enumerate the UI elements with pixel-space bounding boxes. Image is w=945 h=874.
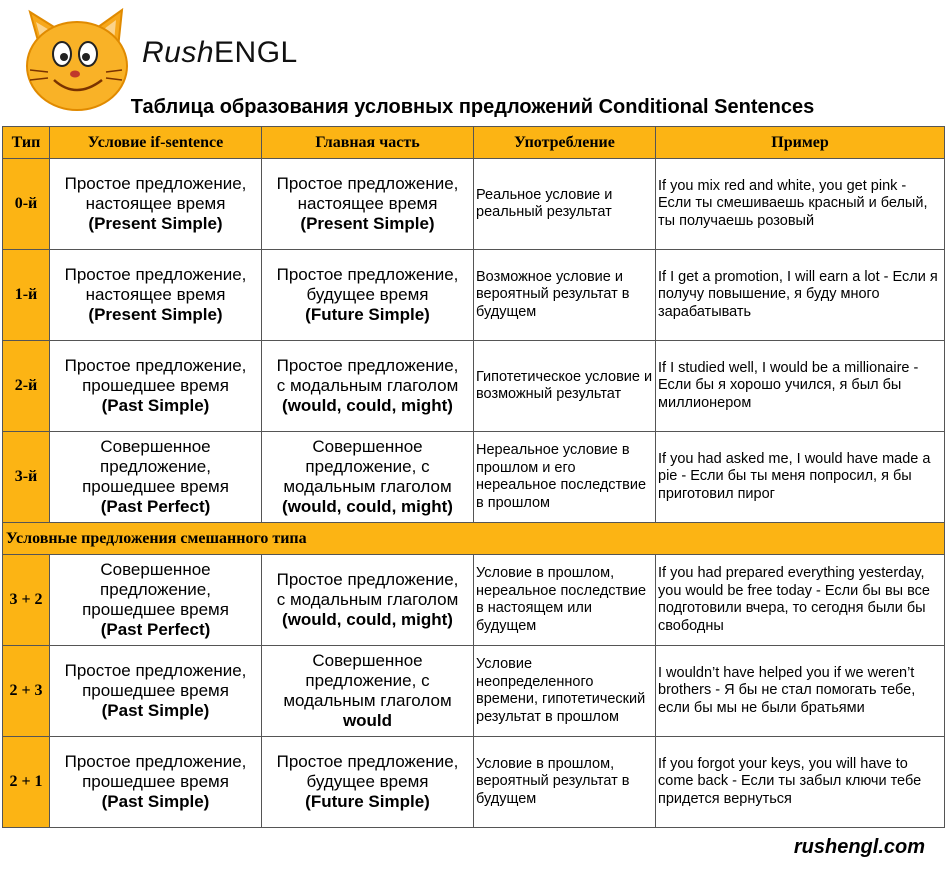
main-line: Простое предложение,	[276, 265, 459, 284]
main-cell	[262, 341, 474, 432]
table-row	[3, 555, 945, 646]
condition-line: Простое предложение,	[64, 752, 247, 771]
main-tense: (would, could, might)	[282, 610, 453, 629]
main-line: Совершенное	[312, 651, 423, 670]
section-row	[3, 523, 945, 555]
condition-line: прошедшее время	[82, 376, 229, 395]
condition-line: прошедшее время	[82, 600, 229, 619]
condition-line: Простое предложение,	[64, 661, 247, 680]
header-condition: Условие if-sentence	[50, 127, 262, 159]
condition-line: предложение,	[100, 457, 211, 476]
main-line: модальным глаголом	[283, 477, 452, 496]
condition-tense: (Past Simple)	[101, 792, 210, 811]
usage-cell: Условие неопределенного времени, гипотетический результат в прошлом	[474, 646, 656, 737]
usage-cell: Возможное условие и вероятный результат в будущем	[474, 250, 656, 341]
usage-cell: Условие в прошлом, вероятный результат в будущем	[474, 737, 656, 828]
condition-line: Простое предложение,	[64, 356, 247, 375]
type-cell: 2 + 1	[3, 737, 50, 828]
header-type: Тип	[3, 127, 50, 159]
main-line: с модальным глаголом	[276, 376, 459, 395]
main-cell	[262, 159, 474, 250]
main-line: Простое предложение,	[276, 752, 459, 771]
condition-line: настоящее время	[85, 194, 226, 213]
type-cell: 3-й	[3, 432, 50, 523]
type-cell: 0-й	[3, 159, 50, 250]
example-cell: If you mix red and white, you get pink - Если ты смешиваешь красный и белый, ты получаешь розовый	[656, 159, 945, 250]
main-cell	[262, 646, 474, 737]
table-header-row	[3, 127, 945, 159]
footer-website: rushengl.com	[793, 836, 925, 858]
main-tense: (Future Simple)	[305, 792, 430, 811]
condition-line: Совершенное	[100, 437, 211, 456]
condition-cell	[50, 737, 262, 828]
main-line: с модальным глаголом	[276, 590, 459, 609]
page-title: Таблица образования условных предложений Conditional Sentences	[130, 96, 815, 118]
conditional-table	[2, 126, 945, 828]
condition-tense: (Past Perfect)	[100, 497, 211, 516]
condition-line: прошедшее время	[82, 772, 229, 791]
table-row	[3, 159, 945, 250]
usage-cell: Реальное условие и реальный результат	[474, 159, 656, 250]
example-cell: If I get a promotion, I will earn a lot - Если я получу повышение, я буду много зарабатывать	[656, 250, 945, 341]
main-cell	[262, 737, 474, 828]
main-tense: (would, could, might)	[282, 497, 453, 516]
type-cell: 2 + 3	[3, 646, 50, 737]
header-example: Пример	[656, 127, 945, 159]
main-line: Простое предложение,	[276, 356, 459, 375]
header-main: Главная часть	[262, 127, 474, 159]
condition-cell	[50, 646, 262, 737]
example-cell: If you had asked me, I would have made a pie - Если бы ты меня попросил, я бы приготовил пирог	[656, 432, 945, 523]
brand-prefix: Rush	[142, 36, 215, 69]
table-row	[3, 646, 945, 737]
condition-line: предложение,	[100, 580, 211, 599]
condition-cell	[50, 341, 262, 432]
main-cell	[262, 555, 474, 646]
usage-cell: Гипотетическое условие и возможный результат	[474, 341, 656, 432]
main-line: будущее время	[306, 772, 429, 791]
condition-line: прошедшее время	[82, 681, 229, 700]
main-line: модальным глаголом	[283, 691, 452, 710]
condition-tense: (Past Simple)	[101, 396, 210, 415]
type-cell: 2-й	[3, 341, 50, 432]
condition-cell	[50, 555, 262, 646]
main-line: будущее время	[306, 285, 429, 304]
main-line: настоящее время	[297, 194, 438, 213]
table-row	[3, 432, 945, 523]
main-tense: (Present Simple)	[300, 214, 435, 233]
main-cell	[262, 432, 474, 523]
table-row	[3, 250, 945, 341]
example-cell: If you forgot your keys, you will have to come back - Если ты забыл ключи тебе придется вернуться	[656, 737, 945, 828]
condition-line: Простое предложение,	[64, 265, 247, 284]
main-cell	[262, 250, 474, 341]
main-tense: (would, could, might)	[282, 396, 453, 415]
example-cell: I wouldn’t have helped you if we weren’t brothers - Я бы не стал помогать тебе, если бы мы не были братьями	[656, 646, 945, 737]
condition-tense: (Present Simple)	[88, 214, 223, 233]
condition-cell	[50, 432, 262, 523]
header-usage: Употребление	[474, 127, 656, 159]
main-line: предложение, с	[305, 457, 430, 476]
main-tense: would	[342, 711, 393, 730]
type-cell: 3 + 2	[3, 555, 50, 646]
brand-suffix: ENGL	[214, 36, 298, 69]
condition-cell	[50, 159, 262, 250]
mixed-section-header: Условные предложения смешанного типа	[3, 523, 945, 555]
main-line: Простое предложение,	[276, 174, 459, 193]
table-row	[3, 341, 945, 432]
condition-cell	[50, 250, 262, 341]
condition-tense: (Present Simple)	[88, 305, 223, 324]
main-tense: (Future Simple)	[305, 305, 430, 324]
brand-name	[142, 36, 298, 70]
table-row	[3, 737, 945, 828]
type-cell: 1-й	[3, 250, 50, 341]
main-line: Совершенное	[312, 437, 423, 456]
usage-cell: Нереальное условие в прошлом и его нереальное последствие в прошлом	[474, 432, 656, 523]
condition-line: Совершенное	[100, 560, 211, 579]
usage-cell: Условие в прошлом, нереальное последствие в настоящем или будущем	[474, 555, 656, 646]
main-line: Простое предложение,	[276, 570, 459, 589]
condition-line: прошедшее время	[82, 477, 229, 496]
condition-line: настоящее время	[85, 285, 226, 304]
condition-tense: (Past Perfect)	[100, 620, 211, 639]
example-cell: If you had prepared everything yesterday, you would be free today - Если бы вы все подготовили вчера, то сегодня были бы свободны	[656, 555, 945, 646]
example-cell: If I studied well, I would be a millionaire - Если бы я хорошо учился, я был бы миллионером	[656, 341, 945, 432]
condition-line: Простое предложение,	[64, 174, 247, 193]
condition-tense: (Past Simple)	[101, 701, 210, 720]
main-line: предложение, с	[305, 671, 430, 690]
